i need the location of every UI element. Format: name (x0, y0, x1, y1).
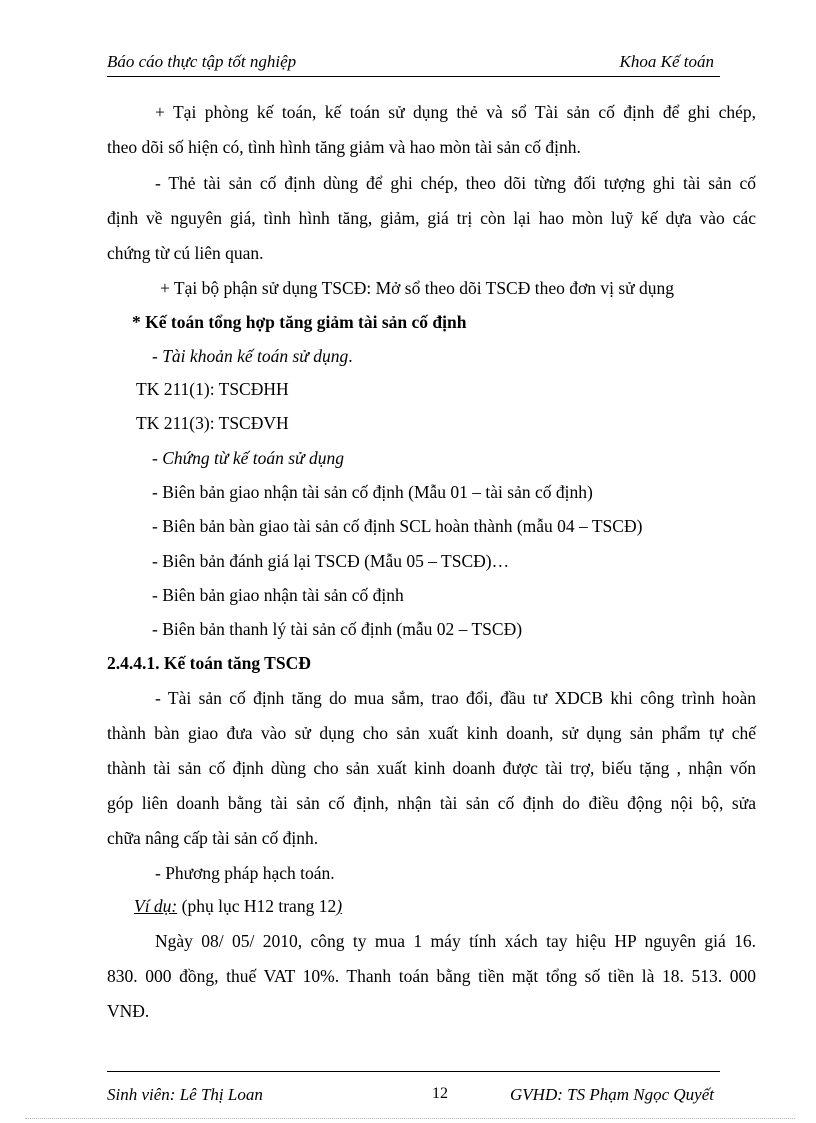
paragraph-line: 830. 000 đồng, thuế VAT 10%. Thanh toán bằng tiền mặt tổng số tiền là 18. 513. 000 (107, 966, 756, 986)
document-item: - Biên bản bàn giao tài sản cố định SCL hoàn thành (mẫu 04 – TSCĐ) (152, 516, 643, 536)
paragraph-line: - Phương pháp hạch toán. (155, 863, 335, 883)
document-item: - Biên bản đánh giá lại TSCĐ (Mẫu 05 – TSCĐ)… (152, 551, 510, 571)
paragraph-line: Ngày 08/ 05/ 2010, công ty mua 1 máy tính xách tay hiệu HP nguyên giá 16. (155, 931, 756, 951)
footer-student: Sinh viên: Lê Thị Loan (107, 1085, 263, 1104)
section-heading: 2.4.4.1. Kế toán tăng TSCĐ (107, 653, 311, 673)
page-bottom-dotted-line (25, 1118, 795, 1119)
example-label: Ví dụ: (134, 896, 178, 916)
paragraph-line: - Thẻ tài sản cố định dùng để ghi chép, theo dõi từng đối tượng ghi tài sản cố (155, 173, 756, 193)
example-close-paren: ) (336, 896, 343, 916)
subheading-period: . (348, 346, 353, 366)
page-number: 12 (432, 1085, 448, 1102)
header-report-title: Báo cáo thực tập tốt nghiệp (107, 52, 297, 71)
section-heading: * Kế toán tổng hợp tăng giảm tài sản cố định (132, 312, 467, 332)
paragraph-line: theo dõi số hiện có, tình hình tăng giảm và hao mòn tài sản cố định. (107, 137, 581, 157)
paragraph-line: góp liên doanh bằng tài sản cố định, nhận tài sản cố định do điều động nội bộ, sửa (107, 793, 756, 813)
document-item: - Biên bản giao nhận tài sản cố định (Mẫu 01 – tài sản cố định) (152, 482, 593, 502)
paragraph-line: - Tài sản cố định tăng do mua sắm, trao đổi, đầu tư XDCB khi công trình hoàn (155, 688, 756, 708)
header-department: Khoa Kế toán (619, 52, 714, 71)
paragraph-line: + Tại bộ phận sử dụng TSCĐ: Mở sổ theo dõi TSCĐ theo đơn vị sử dụng (160, 278, 675, 298)
footer-advisor: GVHD: TS Phạm Ngọc Quyết (510, 1085, 714, 1104)
paragraph-line: thành bàn giao đưa vào sử dụng cho sản xuất kinh doanh, sử dụng sản phẩm tự chế (107, 723, 756, 743)
subheading-accounts (152, 346, 353, 367)
page-header (107, 52, 720, 77)
subheading-text: - Tài khoản kế toán sử dụng (152, 346, 349, 366)
subheading-documents: - Chứng từ kế toán sử dụng (152, 448, 344, 468)
account-line: TK 211(3): TSCĐVH (136, 413, 289, 433)
paragraph-line: thành tài sản cố định dùng cho sản xuất kinh doanh được tài trợ, biếu tặng , nhận vốn (107, 758, 756, 778)
document-item: - Biên bản giao nhận tài sản cố định (152, 585, 404, 605)
paragraph-line: VNĐ. (107, 1001, 150, 1021)
footer-divider (107, 1071, 720, 1072)
paragraph-line: chứng từ cú liên quan. (107, 243, 264, 263)
example-reference: (phụ lục H12 trang 12 (177, 896, 337, 916)
example-line (134, 896, 342, 917)
paragraph-line: định về nguyên giá, tình hình tăng, giảm, giá trị còn lại hao mòn luỹ kế dựa vào các (107, 208, 756, 228)
paragraph-line: + Tại phòng kế toán, kế toán sử dụng thẻ và sổ Tài sản cố định để ghi chép, (155, 102, 756, 122)
paragraph-line: chữa nâng cấp tài sản cố định. (107, 828, 319, 848)
document-item: - Biên bản thanh lý tài sản cố định (mẫu 02 – TSCĐ) (152, 619, 523, 639)
account-line: TK 211(1): TSCĐHH (136, 379, 289, 399)
